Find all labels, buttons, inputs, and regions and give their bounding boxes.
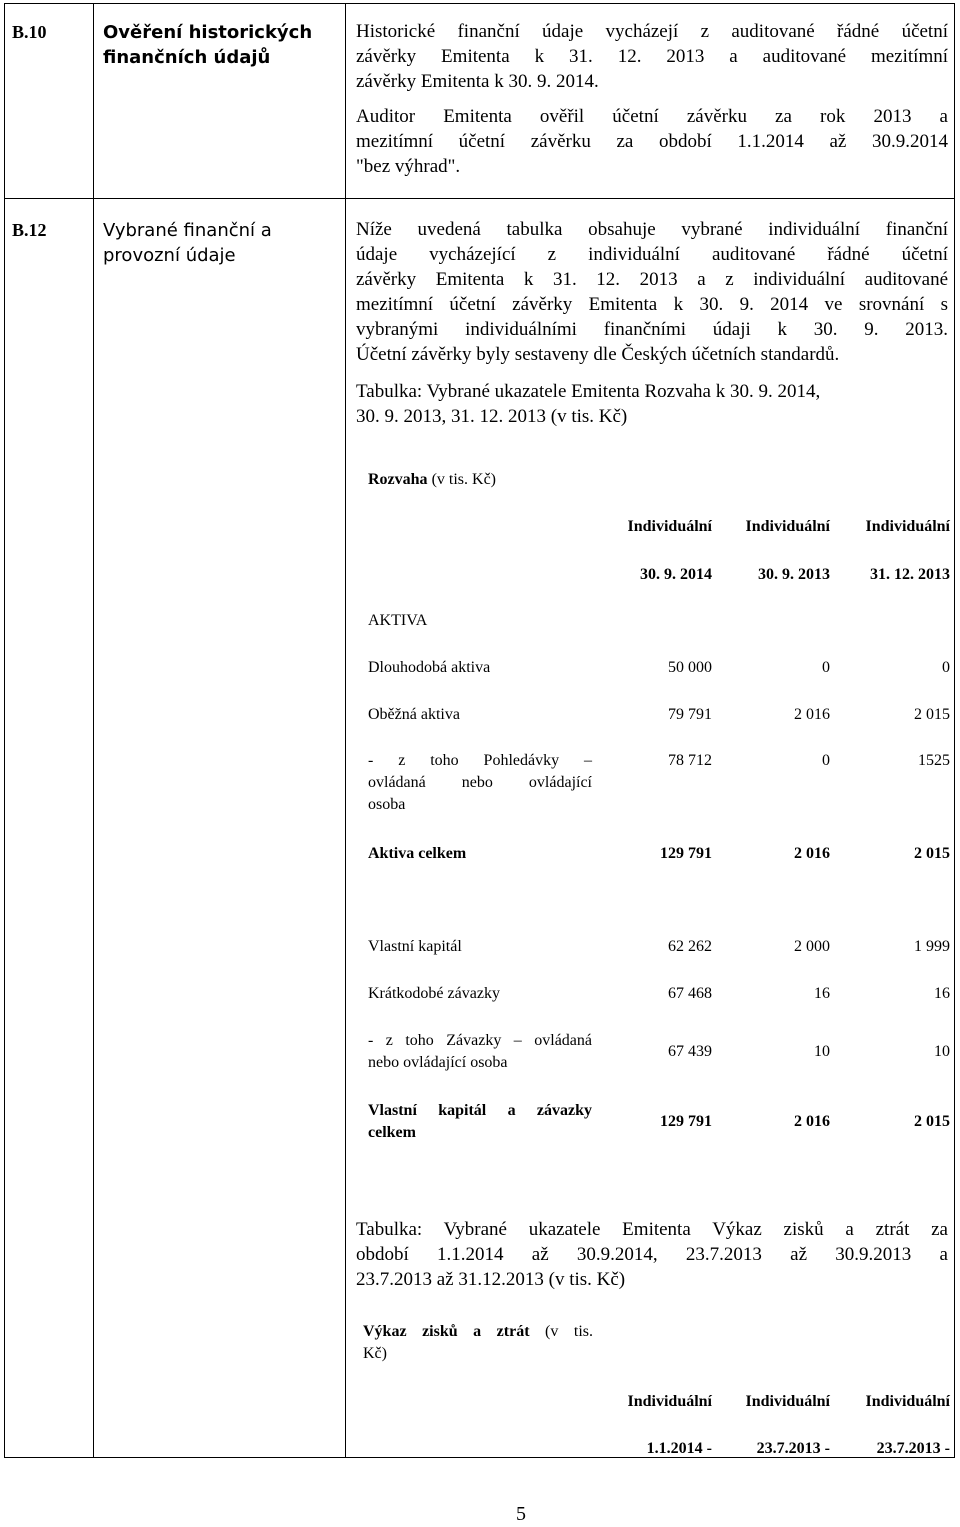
col-date: 23.7.2013 - [876, 1440, 950, 1457]
col-header: Individuální [745, 1393, 830, 1410]
row-label-line: Vlastní kapitál a závazky [368, 1102, 592, 1119]
row-label-line: nebo ovládající osoba [368, 1054, 508, 1071]
cell-value: 0 [822, 659, 830, 676]
col-header: Individuální [745, 518, 830, 535]
cell-value: 10 [934, 1043, 950, 1060]
col-date: 23.7.2013 - [756, 1440, 830, 1457]
cell-value: 2 015 [914, 706, 950, 723]
row-label-line: Aktiva celkem [368, 845, 467, 862]
cell-value: 79 791 [668, 706, 712, 723]
cell-value: 2 015 [914, 1113, 950, 1130]
text-line: vybranými individuálními finančními údaji k 30. 9. 2013. [356, 319, 948, 340]
cell-value: 2 016 [794, 706, 830, 723]
caption-line: 23.7.2013 až 31.12.2013 (v tis. Kč) [356, 1269, 626, 1290]
text-line: Účetní závěrky byly sestaveny dle Českých účetních standardů. [356, 344, 840, 365]
section-title-line: provozní údaje [103, 245, 236, 266]
table2-title [363, 1321, 593, 1365]
row-label-line: Oběžná aktiva [368, 706, 460, 723]
cell-value: 2 000 [794, 938, 830, 955]
cell-value: 2 016 [794, 1113, 830, 1130]
cell-value: 0 [822, 752, 830, 769]
table-title-line2: Kč) [363, 1345, 387, 1362]
row-label-line: Krátkodobé závazky [368, 985, 500, 1002]
row-label [368, 1030, 592, 1074]
col-header: Individuální [627, 518, 712, 535]
row-label [368, 750, 592, 816]
col-header: Individuální [865, 1393, 950, 1410]
table-title-bold: Výkaz zisků a ztrát [363, 1323, 530, 1340]
cell-value: 129 791 [660, 1113, 712, 1130]
section-title-line: Vybrané finanční a [103, 220, 272, 241]
row-label [368, 983, 592, 1005]
row-label-line: Vlastní kapitál [368, 938, 462, 955]
cell-value: 129 791 [660, 845, 712, 862]
text-line: mezitímní účetní závěrku za období 1.1.2014 až 30.9.2014 [356, 131, 948, 152]
row-label-line: Dlouhodobá aktiva [368, 659, 491, 676]
row-label [368, 657, 592, 679]
cell-value: 1 999 [914, 938, 950, 955]
col-header: Individuální [865, 518, 950, 535]
row-label [368, 704, 592, 726]
caption-line: Tabulka: Vybrané ukazatele Emitenta Výkaz zisků a ztrát za [356, 1219, 948, 1240]
row-divider [4, 198, 955, 199]
column-divider-1 [93, 3, 94, 1458]
table2-caption [356, 1217, 948, 1292]
section-title-b12 [103, 218, 333, 268]
text-line: Historické finanční údaje vycházejí z auditované řádné účetní [356, 21, 948, 42]
caption-line: Tabulka: Vybrané ukazatele Emitenta Rozvaha k 30. 9. 2014, [356, 381, 821, 402]
cell-value: 67 439 [668, 1043, 712, 1060]
row-label-line: - z toho Pohledávky – [368, 752, 592, 769]
text-line: Níže uvedená tabulka obsahuje vybrané individuální finanční [356, 219, 948, 240]
text-line: Auditor Emitenta ověřil účetní závěrku za rok 2013 a [356, 106, 948, 127]
row-label [368, 843, 592, 865]
cell-value: 50 000 [668, 659, 712, 676]
text-line: "bez výhrad". [356, 156, 461, 177]
table-title-rest: (v tis. [529, 1323, 594, 1340]
text-line: údaje vycházející z individuální auditované řádné účetní [356, 244, 948, 265]
section-title-line: finančních údajů [103, 47, 271, 68]
section-title-line: Ověření historických [103, 22, 313, 43]
text-line: mezitímní účetní závěrky Emitenta k 30. 9. 2014 ve srovnání s [356, 294, 948, 315]
cell-value: 78 712 [668, 752, 712, 769]
cell-value: 16 [934, 985, 950, 1002]
cell-value: 1525 [918, 752, 950, 769]
b10-paragraph [356, 19, 948, 179]
cell-value: 2 016 [794, 845, 830, 862]
page-number: 5 [516, 1503, 526, 1525]
table1-title [368, 469, 496, 491]
cell-value: 62 262 [668, 938, 712, 955]
section-title-b10 [103, 20, 333, 70]
section-label-aktiva: AKTIVA [368, 612, 428, 629]
table1-caption [356, 379, 948, 429]
section-code-b10: B.10 [12, 22, 47, 42]
caption-line: 30. 9. 2013, 31. 12. 2013 (v tis. Kč) [356, 406, 628, 427]
row-label-line: osoba [368, 796, 406, 813]
cell-value: 10 [814, 1043, 830, 1060]
col-date: 30. 9. 2013 [758, 566, 830, 583]
col-date: 1.1.2014 - [646, 1440, 712, 1457]
table-title-bold: Rozvaha [368, 471, 428, 488]
cell-value: 67 468 [668, 985, 712, 1002]
col-date: 31. 12. 2013 [870, 566, 950, 583]
text-line: závěrky Emitenta k 31. 12. 2013 a auditované mezitímní [356, 46, 948, 67]
cell-value: 16 [814, 985, 830, 1002]
col-date: 30. 9. 2014 [640, 566, 712, 583]
row-label [368, 1100, 592, 1144]
row-label-line: celkem [368, 1124, 416, 1141]
column-divider-2 [345, 3, 346, 1458]
row-label-line: ovládaná nebo ovládající [368, 774, 592, 791]
section-code-b12: B.12 [12, 220, 47, 240]
cell-value: 0 [942, 659, 950, 676]
caption-line: období 1.1.2014 až 30.9.2014, 23.7.2013 až 30.9.2013 a [356, 1244, 948, 1265]
cell-value: 2 015 [914, 845, 950, 862]
text-line: závěrky Emitenta k 30. 9. 2014. [356, 71, 599, 92]
text-line: závěrky Emitenta k 31. 12. 2013 a z individuální auditované [356, 269, 948, 290]
col-header: Individuální [627, 1393, 712, 1410]
row-label [368, 936, 592, 958]
table-title-rest: (v tis. Kč) [427, 471, 496, 488]
b12-paragraph [356, 217, 948, 367]
row-label-line: - z toho Závazky – ovládaná [368, 1032, 592, 1049]
